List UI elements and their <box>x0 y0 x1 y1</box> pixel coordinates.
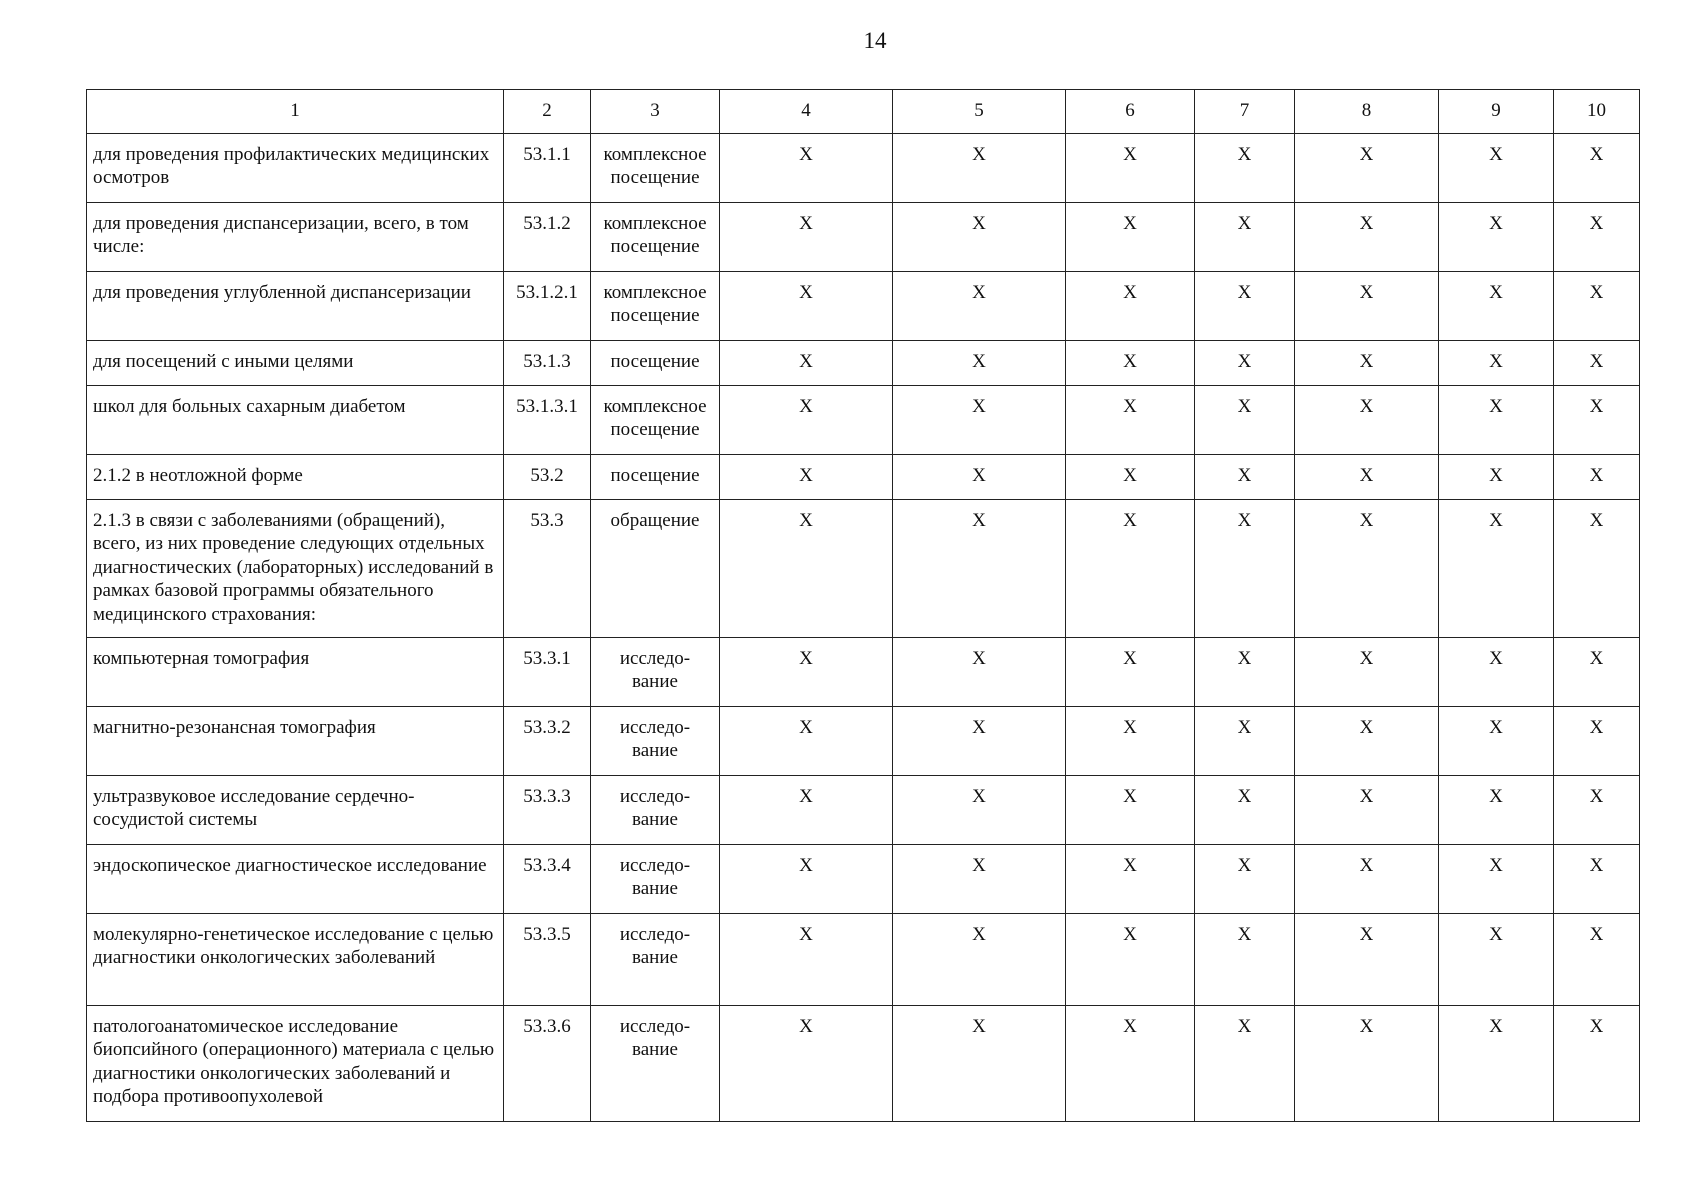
row-value-cell: X <box>1195 1005 1295 1121</box>
table-row <box>87 637 1640 706</box>
row-value-cell: X <box>1439 340 1554 385</box>
row-value-cell: X <box>720 133 893 202</box>
row-value-cell: X <box>1195 844 1295 913</box>
row-value-cell: X <box>1439 844 1554 913</box>
row-value-cell: X <box>1066 202 1195 271</box>
row-name-cell: для проведения углубленной диспансеризации <box>87 271 504 340</box>
row-code-cell: 53.3 <box>504 499 591 637</box>
row-value-cell: X <box>1295 637 1439 706</box>
row-code-cell: 53.3.5 <box>504 913 591 1005</box>
row-value-cell: X <box>1066 913 1195 1005</box>
row-value-cell: X <box>720 1005 893 1121</box>
row-unit-cell: комплексное посещение <box>591 202 720 271</box>
row-value-cell: X <box>1195 454 1295 499</box>
row-value-cell: X <box>720 340 893 385</box>
header-cell-3: 3 <box>591 90 720 134</box>
row-value-cell: X <box>893 637 1066 706</box>
row-value-cell: X <box>1066 385 1195 454</box>
row-name-cell: молекулярно-генетическое исследование с целью диагностики онкологических заболеваний <box>87 913 504 1005</box>
row-value-cell: X <box>1066 454 1195 499</box>
table-row <box>87 844 1640 913</box>
table-row <box>87 913 1640 1005</box>
row-value-cell: X <box>1439 385 1554 454</box>
table-row <box>87 1005 1640 1121</box>
row-value-cell: X <box>1554 385 1640 454</box>
row-value-cell: X <box>1066 637 1195 706</box>
row-value-cell: X <box>720 637 893 706</box>
row-value-cell: X <box>1439 202 1554 271</box>
row-value-cell: X <box>1195 706 1295 775</box>
row-value-cell: X <box>1295 1005 1439 1121</box>
row-value-cell: X <box>720 202 893 271</box>
row-value-cell: X <box>1195 271 1295 340</box>
row-code-cell: 53.2 <box>504 454 591 499</box>
row-value-cell: X <box>1554 202 1640 271</box>
row-value-cell: X <box>1295 271 1439 340</box>
row-code-cell: 53.3.4 <box>504 844 591 913</box>
header-cell-4: 4 <box>720 90 893 134</box>
row-name-cell: магнитно-резонансная томография <box>87 706 504 775</box>
row-value-cell: X <box>1554 133 1640 202</box>
row-value-cell: X <box>893 271 1066 340</box>
row-value-cell: X <box>1066 499 1195 637</box>
row-value-cell: X <box>1195 913 1295 1005</box>
row-value-cell: X <box>1066 340 1195 385</box>
row-code-cell: 53.1.1 <box>504 133 591 202</box>
row-value-cell: X <box>1295 775 1439 844</box>
row-value-cell: X <box>1066 1005 1195 1121</box>
row-value-cell: X <box>720 385 893 454</box>
row-code-cell: 53.1.3.1 <box>504 385 591 454</box>
row-value-cell: X <box>1554 1005 1640 1121</box>
row-value-cell: X <box>720 844 893 913</box>
header-cell-1: 1 <box>87 90 504 134</box>
row-name-cell: ультразвуковое исследование сердечно-сосудистой системы <box>87 775 504 844</box>
row-value-cell: X <box>1295 844 1439 913</box>
row-code-cell: 53.1.2 <box>504 202 591 271</box>
row-value-cell: X <box>1295 499 1439 637</box>
row-value-cell: X <box>1439 706 1554 775</box>
row-unit-cell: посещение <box>591 454 720 499</box>
row-name-cell: компьютерная томография <box>87 637 504 706</box>
header-cell-8: 8 <box>1295 90 1439 134</box>
row-value-cell: X <box>720 499 893 637</box>
row-value-cell: X <box>893 385 1066 454</box>
row-value-cell: X <box>1295 133 1439 202</box>
row-name-cell: 2.1.3 в связи с заболеваниями (обращений), всего, из них проведение следующих отдельных диагностических (лабораторных) исследований в рамках базовой программы обязательного медицинского страхования: <box>87 499 504 637</box>
row-value-cell: X <box>720 775 893 844</box>
row-value-cell: X <box>1295 385 1439 454</box>
row-value-cell: X <box>1195 340 1295 385</box>
row-unit-cell: исследо-вание <box>591 844 720 913</box>
row-unit-cell: исследо-вание <box>591 775 720 844</box>
row-value-cell: X <box>1554 775 1640 844</box>
row-value-cell: X <box>1195 637 1295 706</box>
row-value-cell: X <box>720 706 893 775</box>
row-value-cell: X <box>1295 454 1439 499</box>
row-value-cell: X <box>1295 340 1439 385</box>
row-value-cell: X <box>1066 844 1195 913</box>
row-value-cell: X <box>893 775 1066 844</box>
row-value-cell: X <box>1439 499 1554 637</box>
row-value-cell: X <box>1439 454 1554 499</box>
table-body <box>87 90 1640 1122</box>
row-code-cell: 53.1.3 <box>504 340 591 385</box>
row-value-cell: X <box>1066 271 1195 340</box>
row-value-cell: X <box>1066 133 1195 202</box>
row-name-cell: для проведения профилактических медицинских осмотров <box>87 133 504 202</box>
row-unit-cell: исследо-вание <box>591 637 720 706</box>
row-value-cell: X <box>1439 775 1554 844</box>
row-unit-cell: исследо-вание <box>591 913 720 1005</box>
row-unit-cell: исследо-вание <box>591 706 720 775</box>
table-row <box>87 385 1640 454</box>
row-value-cell: X <box>720 913 893 1005</box>
row-value-cell: X <box>1554 340 1640 385</box>
table-row <box>87 202 1640 271</box>
row-unit-cell: исследо-вание <box>591 1005 720 1121</box>
row-code-cell: 53.3.3 <box>504 775 591 844</box>
row-name-cell: для проведения диспансеризации, всего, в том числе: <box>87 202 504 271</box>
row-value-cell: X <box>1554 271 1640 340</box>
row-value-cell: X <box>1195 499 1295 637</box>
row-code-cell: 53.3.6 <box>504 1005 591 1121</box>
row-value-cell: X <box>1554 637 1640 706</box>
header-cell-6: 6 <box>1066 90 1195 134</box>
header-cell-7: 7 <box>1195 90 1295 134</box>
page-number: 14 <box>863 28 887 53</box>
row-value-cell: X <box>1295 202 1439 271</box>
row-value-cell: X <box>1554 844 1640 913</box>
table-row <box>87 775 1640 844</box>
row-value-cell: X <box>1554 706 1640 775</box>
row-value-cell: X <box>1554 913 1640 1005</box>
row-value-cell: X <box>720 454 893 499</box>
row-unit-cell: комплексное посещение <box>591 271 720 340</box>
row-name-cell: патологоанатомическое исследование биопсийного (операционного) материала с целью диагностики онкологических заболеваний и подбора противоопухолевой <box>87 1005 504 1121</box>
header-cell-2: 2 <box>504 90 591 134</box>
row-value-cell: X <box>1195 202 1295 271</box>
data-table <box>86 89 1640 1122</box>
row-unit-cell: комплексное посещение <box>591 385 720 454</box>
row-value-cell: X <box>893 133 1066 202</box>
row-value-cell: X <box>1439 1005 1554 1121</box>
table-row <box>87 271 1640 340</box>
row-value-cell: X <box>1066 706 1195 775</box>
table-row <box>87 340 1640 385</box>
row-value-cell: X <box>1439 637 1554 706</box>
row-code-cell: 53.3.2 <box>504 706 591 775</box>
table-row <box>87 499 1640 637</box>
row-value-cell: X <box>1295 706 1439 775</box>
table-row <box>87 706 1640 775</box>
row-name-cell: эндоскопическое диагностическое исследование <box>87 844 504 913</box>
row-value-cell: X <box>1439 133 1554 202</box>
header-cell-10: 10 <box>1554 90 1640 134</box>
row-value-cell: X <box>893 454 1066 499</box>
table-row <box>87 454 1640 499</box>
row-value-cell: X <box>1195 775 1295 844</box>
table-header-row <box>87 90 1640 134</box>
row-value-cell: X <box>893 499 1066 637</box>
row-unit-cell: посещение <box>591 340 720 385</box>
row-unit-cell: комплексное посещение <box>591 133 720 202</box>
row-value-cell: X <box>1439 913 1554 1005</box>
row-value-cell: X <box>893 844 1066 913</box>
row-value-cell: X <box>1439 271 1554 340</box>
row-value-cell: X <box>1066 775 1195 844</box>
row-value-cell: X <box>1295 913 1439 1005</box>
row-value-cell: X <box>893 913 1066 1005</box>
row-value-cell: X <box>893 1005 1066 1121</box>
row-value-cell: X <box>893 202 1066 271</box>
row-value-cell: X <box>1554 499 1640 637</box>
row-name-cell: 2.1.2 в неотложной форме <box>87 454 504 499</box>
row-name-cell: для посещений с иными целями <box>87 340 504 385</box>
row-value-cell: X <box>720 271 893 340</box>
header-cell-9: 9 <box>1439 90 1554 134</box>
row-code-cell: 53.1.2.1 <box>504 271 591 340</box>
row-unit-cell: обращение <box>591 499 720 637</box>
row-code-cell: 53.3.1 <box>504 637 591 706</box>
row-value-cell: X <box>893 706 1066 775</box>
row-value-cell: X <box>1195 385 1295 454</box>
row-value-cell: X <box>1554 454 1640 499</box>
row-value-cell: X <box>893 340 1066 385</box>
table-row <box>87 133 1640 202</box>
row-name-cell: школ для больных сахарным диабетом <box>87 385 504 454</box>
header-cell-5: 5 <box>893 90 1066 134</box>
row-value-cell: X <box>1195 133 1295 202</box>
